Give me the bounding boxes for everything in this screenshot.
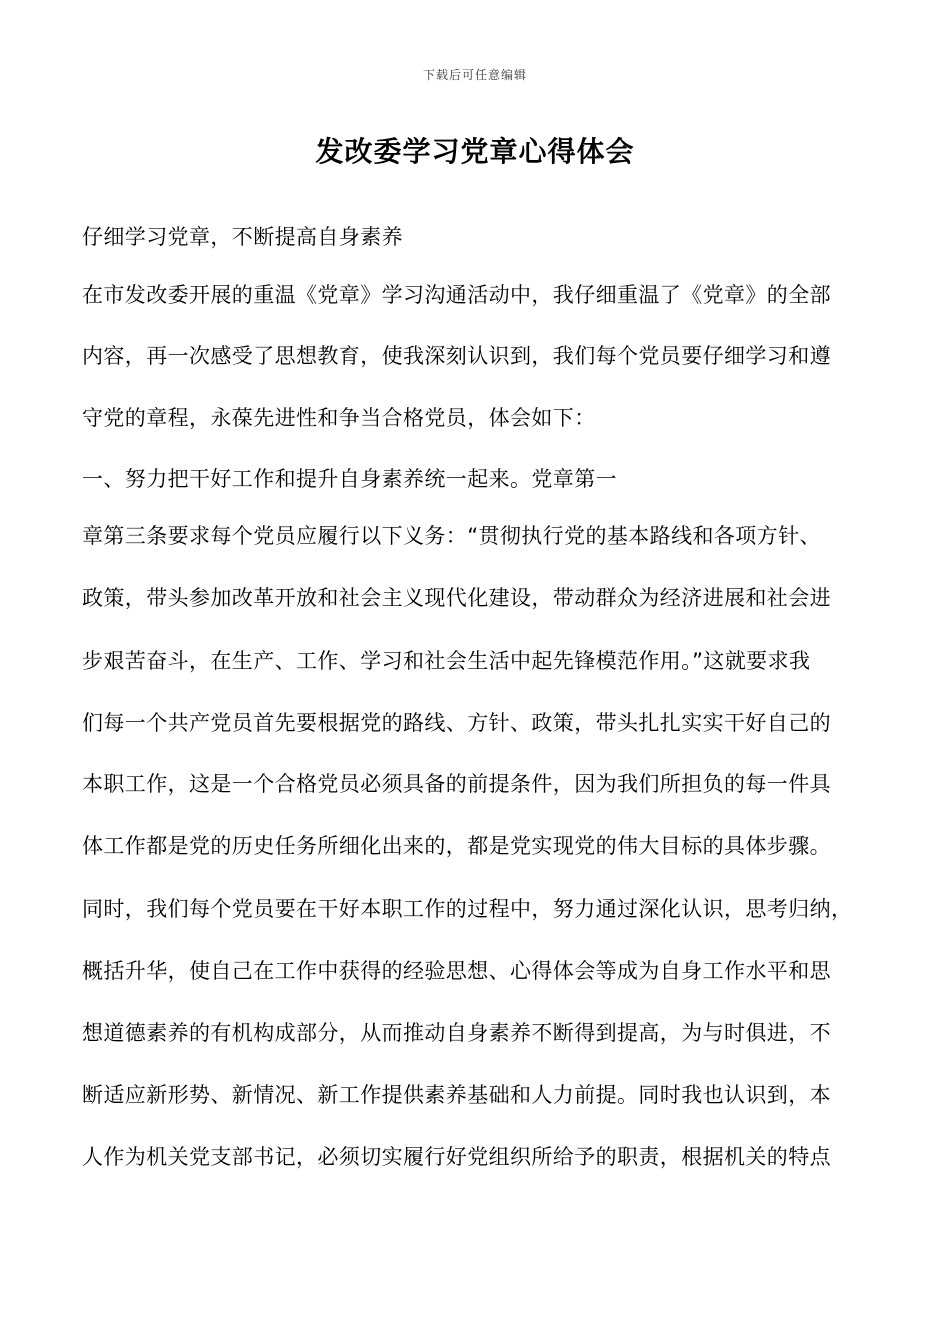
subtitle-line: 仔细学习党章，不断提高自身素养 [82,225,403,249]
body-line: 们每一个共产党员首先要根据党的路线、方针、政策，带头扎扎实实干好自己的 [82,711,831,735]
body-line: 内容，再一次感受了思想教育，使我深刻认识到，我们每个党员要仔细学习和遵 [82,344,831,368]
body-line: 断适应新形势、新情况、新工作提供素养基础和人力前提。同时我也认识到，本 [82,1083,831,1107]
body-line: 人作为机关党支部书记，必须切实履行好党组织所给予的职责，根据机关的特点 [82,1145,831,1169]
body-line: 守党的章程，永葆先进性和争当合格党员，体会如下： [82,406,596,430]
body-line: 政策，带头参加改革开放和社会主义现代化建设，带动群众为经济进展和社会进 [82,586,831,610]
body-line: 步艰苦奋斗，在生产、工作、学习和社会生活中起先锋模范作用。”这就要求我 [82,649,811,673]
body-line: 本职工作，这是一个合格党员必须具备的前提条件，因为我们所担负的每一件具 [82,772,831,796]
body-line: 体工作都是党的历史任务所细化出来的，都是党实现党的伟大目标的具体步骤。 [82,834,831,858]
header-note: 下载后可任意编辑 [422,68,527,82]
body-line: 在市发改委开展的重温《党章》学习沟通活动中，我仔细重温了《党章》的全部 [82,283,831,307]
body-line: 同时，我们每个党员要在干好本职工作的过程中，努力通过深化认识，思考归纳， [82,897,853,921]
section-heading-line: 一、努力把干好工作和提升自身素养统一起来。党章第一 [82,467,617,491]
body-line: 章第三条要求每个党员应履行以下义务：“贯彻执行党的基本路线和各项方针、 [82,524,821,548]
body-line: 概括升华，使自己在工作中获得的经验思想、心得体会等成为自身工作水平和思 [82,959,831,983]
body-line: 想道德素养的有机构成部分，从而推动自身素养不断得到提高，为与时俱进，不 [82,1021,831,1045]
document-title: 发改委学习党章心得体会 [315,135,635,168]
